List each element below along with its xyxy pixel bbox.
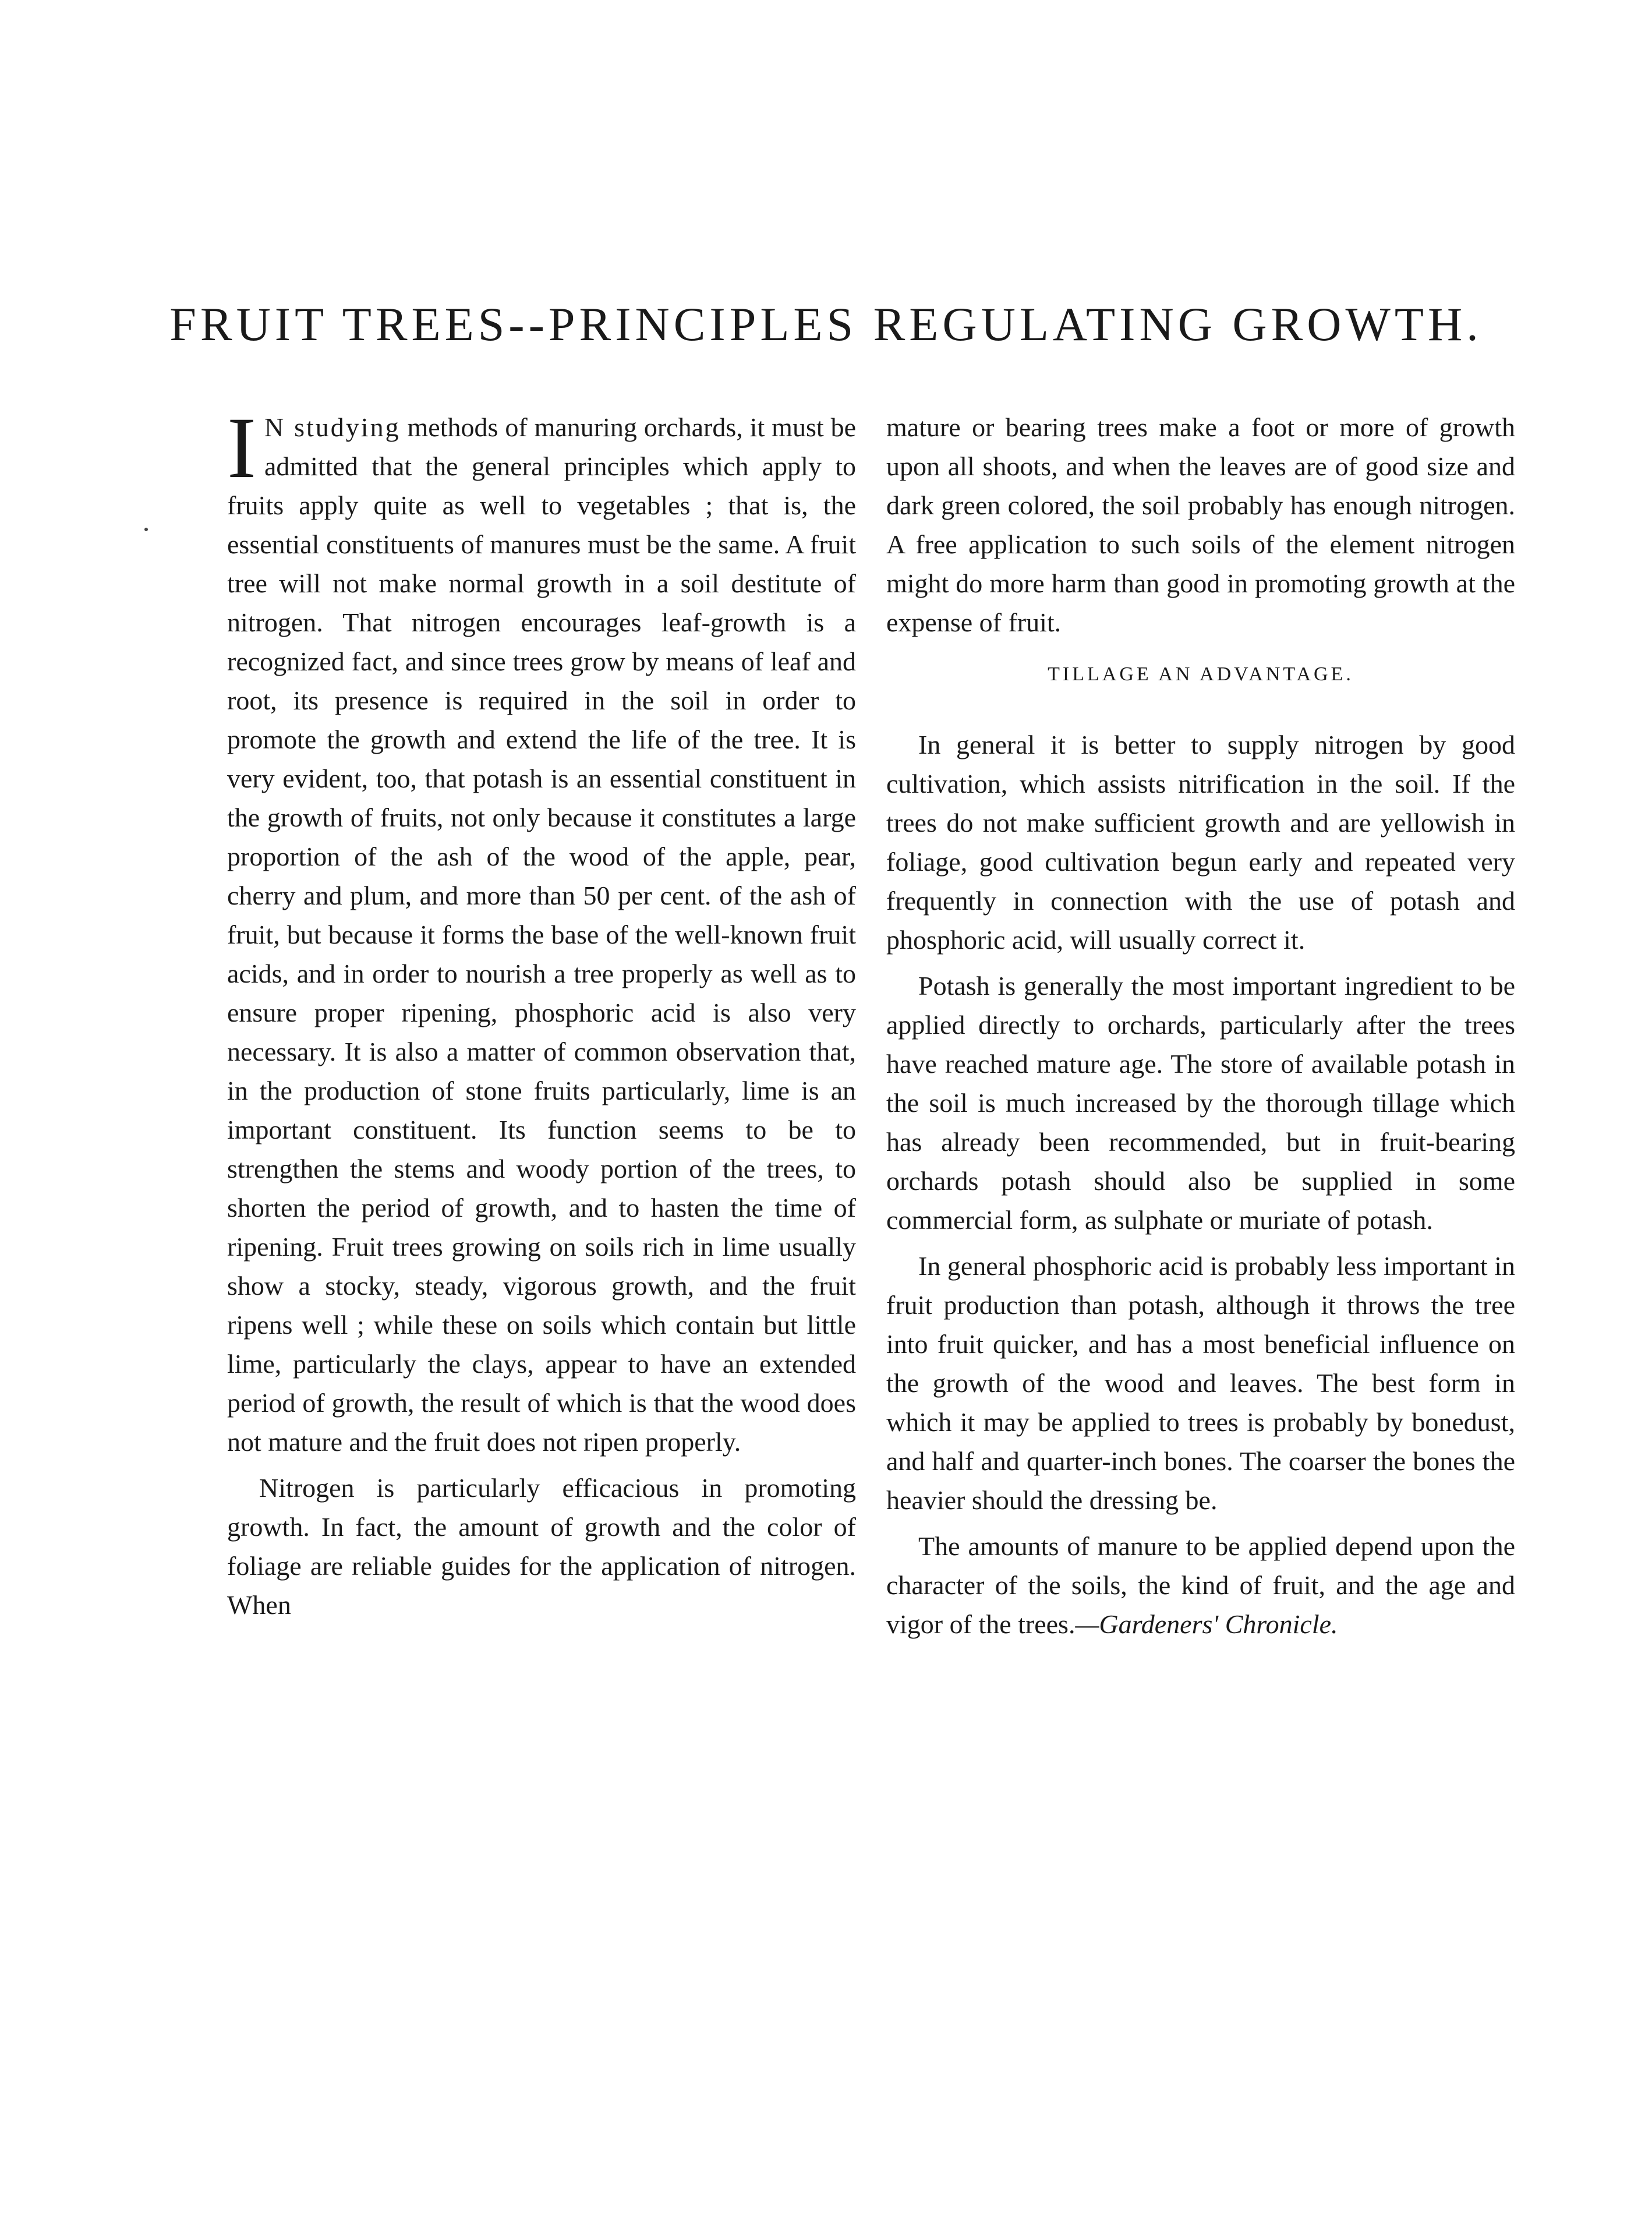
phosphoric-acid-paragraph: In general phosphoric acid is probably less important in fruit production than potash, although it throws the tree into fruit quicker, and has a most beneficial influence on the growth of the wood and leaves. The best form in which it may be applied to trees is probably by bonedust, and half and quarter-inch bones. The coarser the bones the heavier should the dressing be. [886,1251,1515,1515]
nitrogen-paragraph-continued: mature or bearing trees make a foot or more of growth upon all shoots, and when the leaves are of good size and dark green colored, the soil probably has enough nitrogen. A free application to such soils of the element nitrogen might do more harm than good in promoting growth at the expense of fruit. [886,412,1515,637]
drop-cap: I [227,400,256,496]
intro-first-words: N studying [264,412,401,442]
intro-text: methods of manuring orchards, it must be admitted that the general principles which apply to fruits apply quite as well to vegetables ; that is, the essential constituents of manures must be the same. A fruit tree will not make normal growth in a soil destitute of nitrogen. That nitrogen encourages leaf-growth is a recognized fact, and since trees grow by means of leaf and root, its presence is required in the soil in order to promote the growth and extend the life of the tree. It is very evident, too, that potash is an essential constituent in the growth of fruits, not only because it constitutes a large proportion of the ash of the wood of the apple, pear, cherry and plum, and more than 50 per cent. of the ash of fruit, but because it forms the base of the well-known fruit acids, and in order to nourish a tree properly as well as to ensure proper ripening, phosphoric acid is also very necessary. It is also a matter of common observation that, in the production of stone fruits particularly, lime is an important constituent. Its function seems to be to strengthen the stems and woody portion of the trees, to shorten the period of growth, and to hasten the time of ripening. Fruit trees growing on soils rich in lime usually show a stocky, steady, vigorous growth, and the fruit ripens well ; while these on soils which contain but little lime, particularly the clays, appear to have an extended period of growth, the result of which is that the wood does not mature and the fruit does not ripen properly. [227,412,856,1457]
cultivation-paragraph: In general it is better to supply nitrogen by good cultivation, which assists nitrification in the soil. If the trees do not make sufficient growth and are yellowish in foliage, good cultivation begun early and repeated very frequently in connection with the use of potash and phosphoric acid, will usually correct it. [886,730,1515,955]
intro-paragraph [227,400,856,1461]
nitrogen-paragraph-start: Nitrogen is particularly efficacious in promoting growth. In fact, the amount of growth and the color of foliage are reliable guides for the application of nitrogen. When [227,1473,856,1620]
page-title: FRUIT TREES--PRINCIPLES REGULATING GROWTH. [169,298,1483,351]
left-column [227,400,856,1631]
manure-amounts-paragraph [886,1527,1515,1644]
right-column [886,408,1515,1651]
stray-ink-mark [144,528,148,531]
section-heading: TILLAGE AN ADVANTAGE. [1048,663,1354,685]
source-attribution: —Gardeners' Chronicle. [1075,1609,1338,1639]
potash-paragraph: Potash is generally the most important ingredient to be applied directly to orchards, particularly after the trees have reached mature age. The store of available potash in the soil is much increased by the thorough tillage which has already been recommended, but in fruit-bearing orchards potash should also be supplied in some commercial form, as sulphate or muriate of potash. [886,971,1515,1235]
manure-amounts-text: The amounts of manure to be applied depend upon the character of the soils, the kind of fruit, and the age and vigor of the trees. [886,1531,1515,1639]
